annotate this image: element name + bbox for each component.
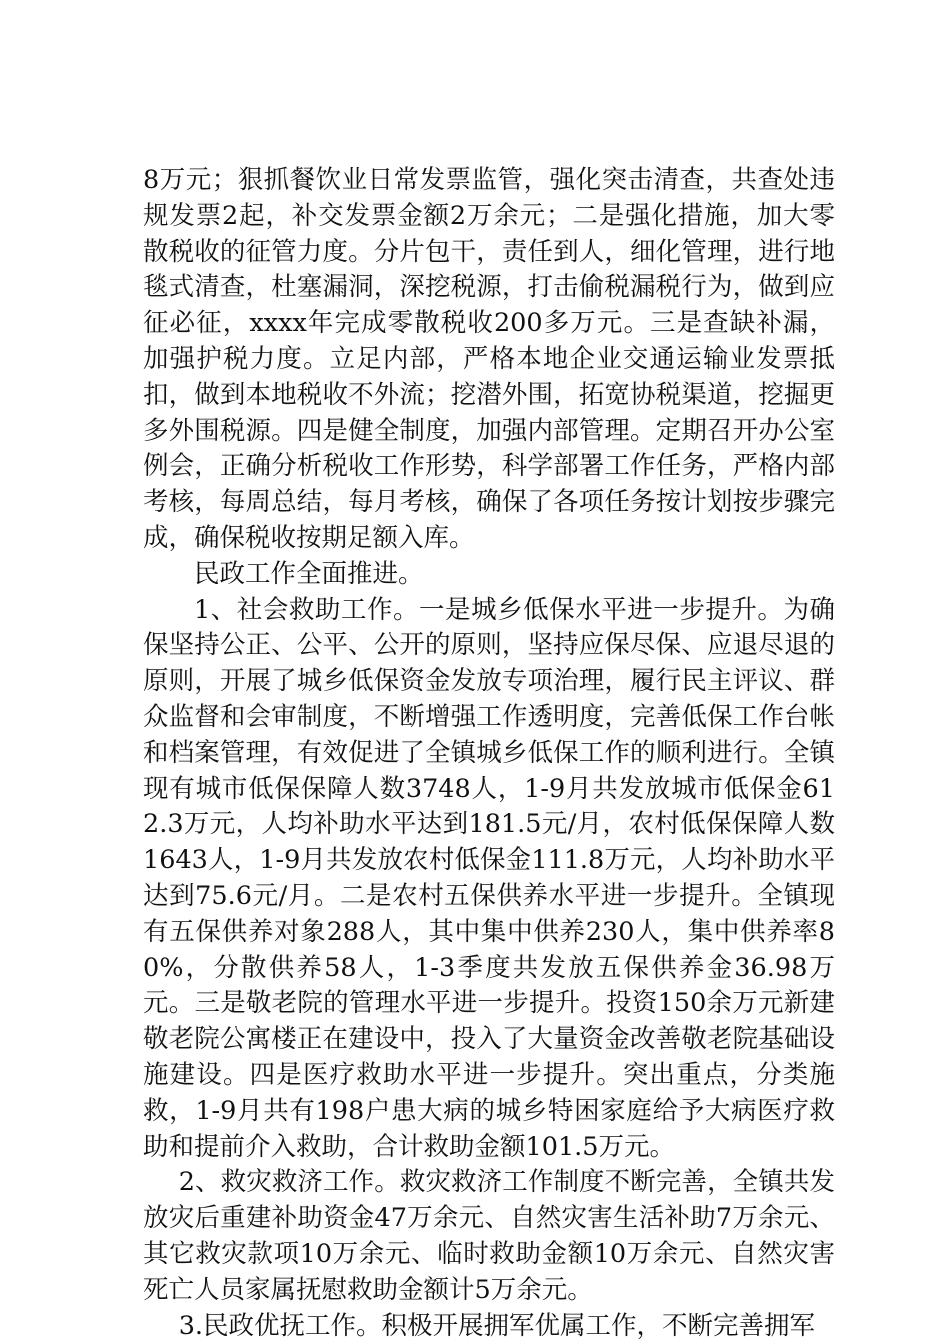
document-body — [143, 163, 835, 1344]
paragraph-social-assistance: 1、社会救助工作。一是城乡低保水平进一步提升。为确保坚持公正、公平、公开的原则，坚持应保尽保、应退尽退的原则，开展了城乡低保资金发放专项治理，履行民主评议、群众监督和会审制度，不断增强工作透明度，完善低保工作台帐和档案管理，有效促进了全镇城乡低保工作的顺利进行。全镇现有城市低保保障人数3748人，1-9月共发放城市低保金612.3万元，人均补助水平达到181.5元/月，农村低保保障人数1643人，1-9月共发放农村低保金111.8万元，人均补助水平达到75.6元/月。二是农村五保供养水平进一步提升。全镇现有五保供养对象288人，其中集中供养230人，集中供养率80%，分散供养58人，1-3季度共发放五保供养金36.98万元。三是敬老院的管理水平进一步提升。投资150余万元新建敬老院公寓楼正在建设中，投入了大量资金改善敬老院基础设施建设。四是医疗救助水平进一步提升。突出重点，分类施救，1-9月共有198户患大病的城乡特困家庭给予大病医疗救助和提前介入救助，合计救助金额101.5万元。 — [143, 594, 835, 1162]
paragraph-civil-affairs-heading: 民政工作全面推进。 — [194, 558, 424, 589]
paragraph-veteran-support: 3.民政优抚工作。积极开展拥军优属工作，不断完善拥军 — [178, 1310, 816, 1341]
paragraph-tax-measures: 8万元；狠抓餐饮业日常发票监管，强化突击清查，共查处违规发票2起，补交发票金额2万余元；二是强化措施，加大零散税收的征管力度。分片包干，责任到人，细化管理，进行地毯式清查，杜塞漏洞，深挖税源，打击偷税漏税行为，做到应征必征，xxxx年完成零散税收200多万元。三是查缺补漏，加强护税力度。立足内部，严格本地企业交通运输业发票抵扣，做到本地税收不外流；挖潜外围，拓宽协税渠道，挖掘更多外围税源。四是健全制度，加强内部管理。定期召开办公室例会，正确分析税收工作形势，科学部署工作任务，严格内部考核，每周总结，每月考核，确保了各项任务按计划按步骤完成，确保税收按期足额入库。 — [143, 165, 835, 553]
paragraph-disaster-relief: 2、救灾救济工作。救灾救济工作制度不断完善，全镇共发放灾后重建补助资金47万余元、自然灾害生活补助7万余元、其它救灾款项10万余元、临时救助金额10万余元、自然灾害死亡人员家属抚慰救助金额计5万余元。 — [143, 1167, 835, 1305]
